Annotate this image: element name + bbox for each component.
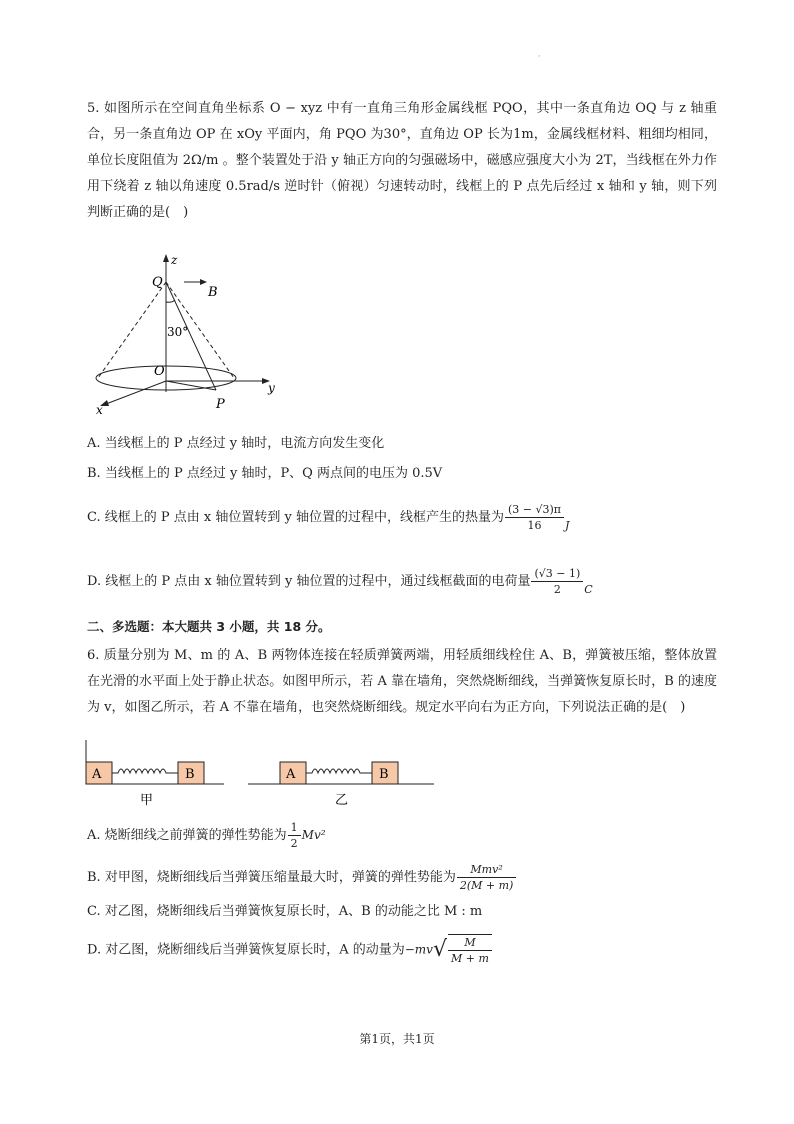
q6-option-b-text: B. 对甲图，烧断细线后当弹簧压缩量最大时，弹簧的弹性势能为 xyxy=(87,870,456,885)
q6-option-a-text: A. 烧断细线之前弹簧的弹性势能为 xyxy=(87,828,287,843)
block-b-label: B xyxy=(379,767,389,782)
q5-option-d-fraction xyxy=(531,566,583,597)
q5-option-c-denominator: 16 xyxy=(527,519,542,532)
page-mark: · xyxy=(538,52,541,61)
q6-option-b-denominator: 2(M + m) xyxy=(459,879,514,892)
block-a-label: A xyxy=(92,767,102,782)
point-q-label: Q xyxy=(152,275,163,290)
figure-yi-caption: 乙 xyxy=(335,793,349,808)
q5-option-d-text: D. 线框上的 P 点由 x 轴位置转到 y 轴位置的过程中，通过线框截面的电荷量 xyxy=(87,574,531,589)
q5-option-d-numerator: (√3 − 1) xyxy=(531,566,583,582)
q5-option-c-unit: J xyxy=(565,519,570,532)
section-heading: 二、多选题：本大题共 3 小题，共 18 分。 xyxy=(87,619,331,634)
q6-option-a-fraction xyxy=(288,820,301,851)
q6-option-d-text: D. 对乙图，烧断细线后当弹簧恢复原长时，A 的动量为 xyxy=(87,942,405,958)
q6-option-a-numerator: 1 xyxy=(288,820,301,836)
q6-option-b-numerator: Mmv² xyxy=(457,862,517,878)
q6-option-d-denominator: M + m xyxy=(451,952,489,965)
q5-option-d-denominator: 2 xyxy=(553,583,561,596)
q5-option-c xyxy=(87,502,569,536)
q6-option-d-numerator: M xyxy=(448,935,492,951)
origin-label: O xyxy=(154,364,165,379)
q5-option-b: B. 当线框上的 P 点经过 y 轴时，P、Q 两点间的电压为 0.5V xyxy=(87,466,443,481)
block-a-label: A xyxy=(286,767,296,782)
q6-option-a-tail: Mv² xyxy=(301,828,326,842)
field-b-label: B xyxy=(208,285,218,300)
q6-option-a xyxy=(87,820,326,851)
q5-option-d xyxy=(87,566,593,600)
q6-option-d-fraction xyxy=(448,934,492,966)
x-axis-label: x xyxy=(96,403,103,417)
q6-option-d xyxy=(87,934,493,966)
q6-option-b xyxy=(87,862,517,893)
q5-cone-figure xyxy=(88,250,288,422)
q6-figure-yi xyxy=(244,738,440,808)
q6-option-d-prefix: −mv xyxy=(404,942,433,957)
angle-label: 30° xyxy=(167,325,189,339)
q6-option-b-fraction xyxy=(457,862,517,893)
q6-option-c: C. 对乙图，烧断细线后当弹簧恢复原长时，A、B 的动能之比 M : m xyxy=(87,904,483,919)
q6-option-a-denominator: 2 xyxy=(290,837,298,850)
q5-stem: 5. 如图所示在空间直角坐标系 O − xyz 中有一直角三角形金属线框 PQO，其中一条直角边 OQ 与 z 轴重合，另一条直角边 OP 在 xOy 平面内，角 PQO 为30°，直角边 OP 长为1m，金属线框材料、粗细均相同，单位长度阻值为 2Ω/m 。整个装置处于沿 y 轴正方向的匀强磁场中，磁感应强度大小为 2T，当线框在外力作用下绕着 z 轴以角速度 0.5rad/s 逆时针（俯视）匀速转动时，线框上的 P 点先后经过 x 轴和 y 轴，则下列判断正确的是( ) xyxy=(87,101,717,220)
q6-figure-jia xyxy=(82,738,230,808)
q5-option-c-fraction xyxy=(505,502,564,533)
q5-option-c-numerator: (3 − √3)π xyxy=(505,502,564,518)
z-axis-label: z xyxy=(171,253,178,267)
q6-stem: 6. 质量分别为 M、m 的 A、B 两物体连接在轻质弹簧两端，用轻质细线栓住 A、B，弹簧被压缩，整体放置在光滑的水平面上处于静止状态。如图甲所示，若 A 靠在墙角，突然烧断细线，当弹簧恢复原长时，B 的速度为 v，如图乙所示，若 A 不靠在墙角，也突然烧断细线。规定水平向右为正方向，下列说法正确的是( ) xyxy=(87,648,717,715)
sqrt-icon: √ xyxy=(432,937,447,962)
q5-option-c-text: C. 线框上的 P 点由 x 轴位置转到 y 轴位置的过程中，线框产生的热量为 xyxy=(87,510,504,525)
q5-option-a: A. 当线框上的 P 点经过 y 轴时，电流方向发生变化 xyxy=(87,436,385,451)
block-b-label: B xyxy=(185,767,195,782)
page-footer: 第1页，共1页 xyxy=(359,1032,435,1046)
point-p-label: P xyxy=(216,397,225,412)
figure-jia-caption: 甲 xyxy=(140,793,154,808)
q5-option-d-unit: C xyxy=(584,583,593,596)
y-axis-label: y xyxy=(268,381,275,395)
